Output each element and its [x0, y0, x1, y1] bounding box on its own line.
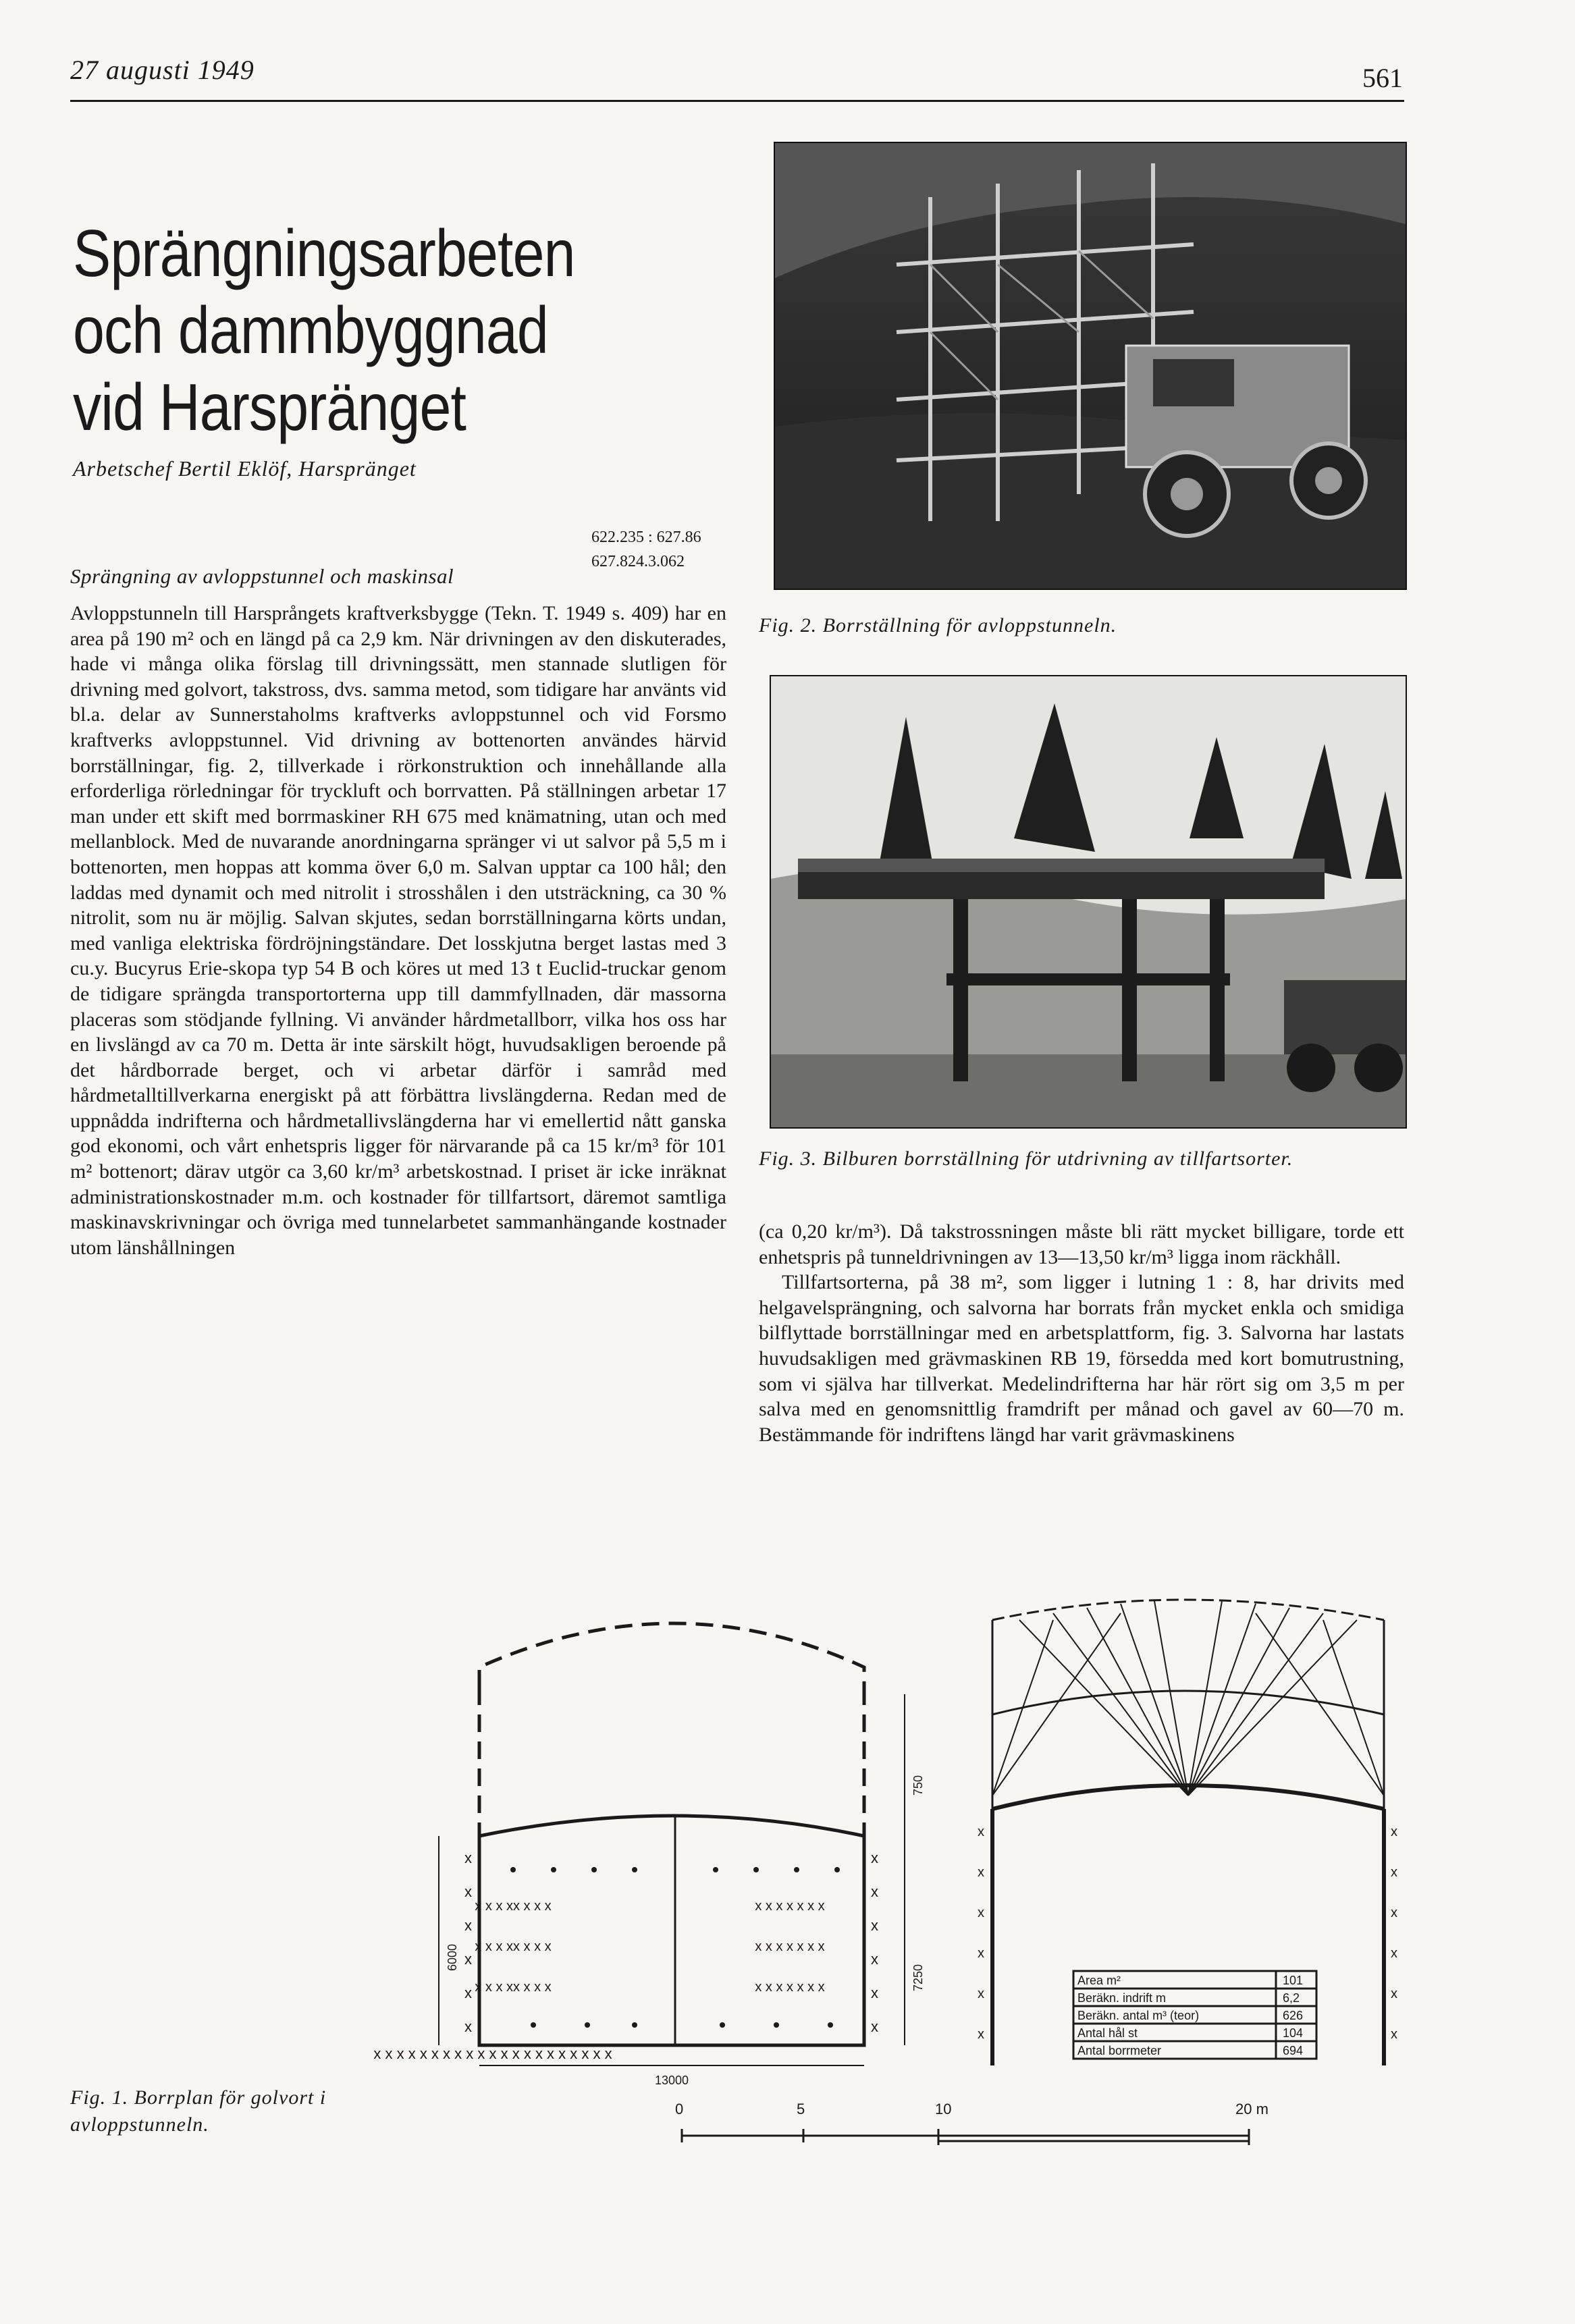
fig1-caption: Fig. 1. Borrplan för golvort i avloppstunneln. [70, 2086, 327, 2136]
header-rule [70, 100, 1404, 102]
body-column-right [759, 1219, 1404, 1447]
fig2-photo [774, 142, 1407, 590]
scale-bar [668, 2098, 1276, 2159]
fig1-table-label-4: Antal hål st [1077, 2026, 1138, 2040]
fig1-section-svg [945, 1593, 1418, 2119]
svg-text:x: x [871, 1917, 878, 1934]
svg-text:x: x [464, 1917, 472, 1934]
body-paragraph-right-1: (ca 0,20 kr/m³). Då takstrossningen måste bli rätt mycket billigare, torde ett enhetspris på tunneldrivningen av 13—13,50 kr/m³ ligga inom räckhåll. [759, 1220, 1404, 1268]
svg-text:x: x [1391, 2027, 1397, 2042]
fig1-table-value-3: 626 [1283, 2009, 1304, 2022]
body-column-left [70, 601, 726, 1260]
fig1-dim-height-left: 6000 [446, 1943, 459, 1971]
svg-text:x x x xx x x x: x x x xx x x x [475, 1899, 552, 1914]
title-line-3: vid Harspränget [73, 370, 466, 444]
svg-text:x: x [464, 1849, 472, 1866]
udc-classification [591, 525, 701, 574]
svg-text:x: x [871, 1883, 878, 1900]
svg-text:x: x [1391, 1987, 1397, 2001]
scale-label-20: 20 m [1235, 2101, 1269, 2117]
fig1-drill-plan [373, 1593, 932, 2092]
svg-text:x x x x x x x: x x x x x x x [755, 1980, 825, 1995]
svg-text:x: x [871, 2018, 878, 2035]
svg-text:x: x [978, 1987, 984, 2001]
scale-label-10: 10 [935, 2101, 952, 2117]
fig1-table-label-3: Beräkn. antal m³ (teor) [1077, 2009, 1200, 2022]
svg-text:x: x [464, 1951, 472, 1968]
title-line-1: Sprängningsarbeten [73, 216, 575, 290]
svg-text:x x x xx x x x: x x x xx x x x [475, 1939, 552, 1954]
scale-label-5: 5 [797, 2101, 805, 2117]
svg-text:x: x [871, 1951, 878, 1968]
fig3-photo-drawing [771, 676, 1406, 1127]
udc-line-2: 627.824.3.062 [591, 553, 685, 570]
svg-text:x: x [978, 1865, 984, 1880]
svg-text:x x x x x x x x x x x x x x x: x x x x x x x x x x x x x x x x x x x x x [373, 2045, 612, 2062]
fig1-table-value-5: 694 [1283, 2044, 1304, 2057]
svg-text:x x x xx x x x: x x x xx x x x [475, 1980, 552, 1995]
author-line: Arbetschef Bertil Eklöf, Harspränget [73, 456, 417, 481]
fig1-dim-crown: 750 [911, 1775, 925, 1795]
scale-label-0: 0 [675, 2101, 684, 2117]
svg-text:x: x [464, 1883, 472, 1900]
svg-text:x: x [871, 1849, 878, 1866]
svg-text:x: x [978, 2027, 984, 2042]
fig1-table-label-5: Antal borrmeter [1077, 2044, 1162, 2057]
svg-text:x: x [464, 1984, 472, 2001]
title-line-2: och dammbyggnad [73, 293, 548, 367]
svg-text:x x x x x x x: x x x x x x x [755, 1899, 825, 1914]
page-number: 561 [1362, 63, 1403, 93]
fig1-dim-height-right: 7250 [911, 1964, 925, 1991]
fig3-caption: Fig. 3. Bilburen borrställning för utdrivning av tillfartsorter. [759, 1147, 1293, 1170]
fig2-caption: Fig. 2. Borrställning för avloppstunneln. [759, 614, 1117, 637]
fig2-photo-drawing [775, 143, 1406, 589]
page-date: 27 augusti 1949 [70, 55, 255, 85]
fig1-table-label-2: Beräkn. indrift m [1077, 1991, 1167, 2005]
svg-text:x: x [978, 1946, 984, 1961]
svg-text:x: x [1391, 1906, 1397, 1920]
fig1-table-value-2: 6,2 [1283, 1991, 1300, 2005]
fig1-table-value-4: 104 [1283, 2026, 1304, 2040]
fig1-table-label-1: Area m² [1077, 1974, 1121, 1987]
body-paragraph-left: Avloppstunneln till Harsprångets kraftverksbygge (Tekn. T. 1949 s. 409) har en area på 190 m² och en längd på ca 2,9 km. När drivningen av den diskuterades, hade vi många olika förslag till drivningssätt, men stannade slutligen för drivning med golvort, takstross, dvs. samma metod, som tidigare har använts vid bl.a. delar av Sunnerstaholms kraftverks avloppstunnel och vid Forsmo kraftverks avloppstunnel. Vid drivning av bottenorten användes härvid borrställningar, fig. 2, tillverkade i rörkonstruktion och innehållande alla erforderliga rörledningar för tryckluft och borrvatten. På ställningen arbetar 17 man under ett skift med borrmaskiner RH 675 med knämatning, utan och med mellanblock. Med de nuvarande anordningarna spränger vi ut salvor på 5,5 m i bottenorten, men hoppas att komma över 6,0 m. Salvan upptar ca 100 hål; den laddas med dynamit och med nitrolit i strosshålen i den utsträckning, ca 30 % nitrolit, som nu är möjlig. Salvan skjutes, sedan borrställningarna körts undan, med vanliga elektriska fördröjningständare. Det losskjutna berget lastas med 3 cu.y. Bucyrus Erie-skopa typ 54 B och köres ut med 13 t Euclid-truckar genom de tidigare sprängda transportorterna upp till dammfyllnaden, där massorna placeras som stödjande fyllning. Vi använder hårdmetallborr, vilka hos oss har en livslängd av ca 70 m. Detta är inte särskilt högt, huvudsakligen beroende på det hårdborrade berget, och vi arbetar därför i samråd med hårdmetalltillverkarna energiskt på att förbättra livslängderna. Redan med de uppnådda indrifterna och hårdmetallivslängderna har vi emellertid nått ganska god ekonomi, och vårt enhetspris ligger för närvarande på ca 15 kr/m³ för 101 m² bottenort; därav utgör ca 3,60 kr/m³ arbetskostnad. I priset är icke inräknat administrationskostnader m.m. och kostnader för tillfartsort, däremot samtliga maskinavskrivningar och övriga med tunnelarbetet sammanhängande kostnader utom länshållningen [70, 602, 726, 1259]
svg-text:x: x [1391, 1946, 1397, 1961]
fig3-photo [770, 675, 1407, 1129]
section-subheading: Sprängning av avloppstunnel och maskinsal [70, 564, 454, 588]
svg-text:x: x [978, 1825, 984, 1839]
svg-text:x: x [464, 2018, 472, 2035]
article-title [73, 215, 653, 445]
svg-text:x: x [1391, 1865, 1397, 1880]
fig1-dim-width: 13000 [655, 2074, 689, 2087]
fig1-drill-plan-drawing [373, 1593, 932, 2092]
svg-text:x: x [871, 1984, 878, 2001]
body-paragraph-right-2: Tillfartsorterna, på 38 m², som ligger i lutning 1 : 8, har drivits med helgavelsprängning, och salvorna har borrats från mycket enkla och smidiga bilflyttade borrställningar med en arbetsplattform, fig. 3. Salvorna har lastats huvudsakligen med grävmaskinen RB 19, försedda med kort bomutrustning, som vi själva har tillverkat. Medelindrifterna har här rört sig om 3,5 m per salva med en genomsnittlig framdrift per månad och gavel av 60—70 m. Bestämmande för indriftens längd har varit grävmaskinens [759, 1271, 1404, 1446]
scale-bar-drawing [668, 2098, 1276, 2159]
fig1-table-value-1: 101 [1283, 1974, 1304, 1987]
udc-line-1: 622.235 : 627.86 [591, 529, 701, 546]
svg-text:x x x x x x x: x x x x x x x [755, 1939, 825, 1954]
svg-text:x: x [1391, 1825, 1397, 1839]
svg-text:x: x [978, 1906, 984, 1920]
fig1-section-drawing [945, 1593, 1418, 2119]
